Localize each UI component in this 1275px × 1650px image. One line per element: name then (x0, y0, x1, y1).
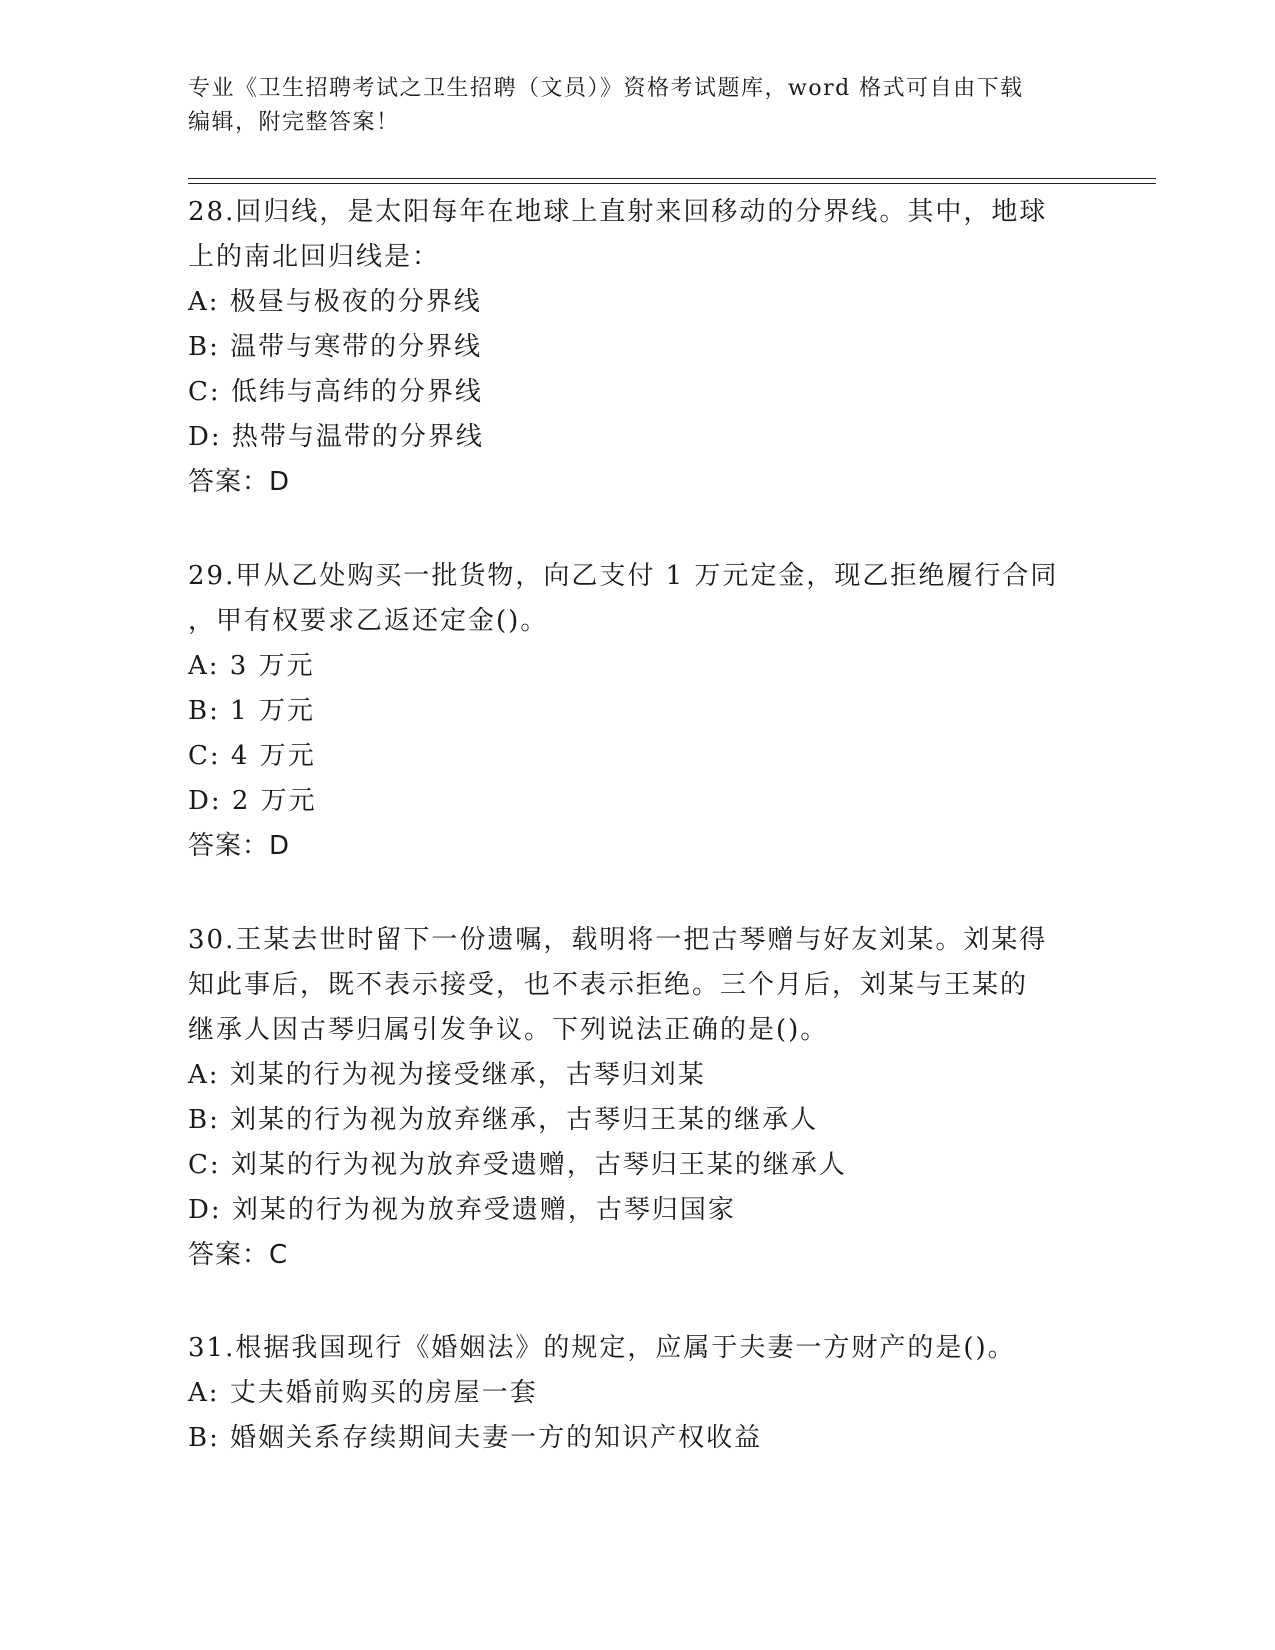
option-a: A: 极昼与极夜的分界线 (188, 287, 482, 317)
question-stem-line: 29.甲从乙处购买一批货物，向乙支付 1 万元定金，现乙拒绝履行合同 (188, 561, 1059, 591)
option-c: C: 4 万元 (188, 741, 316, 771)
question-stem (188, 190, 1088, 280)
question-stem-line: ，甲有权要求乙返还定金()。 (188, 606, 549, 636)
option-a: A: 刘某的行为视为接受继承，古琴归刘某 (188, 1060, 706, 1090)
question-stem-line: 继承人因古琴归属引发争议。下列说法正确的是()。 (188, 1015, 829, 1045)
answer: 答案：D (188, 831, 291, 861)
option-d: D: 2 万元 (188, 786, 317, 816)
document-header (188, 72, 1088, 140)
question-stem-line: 30.王某去世时留下一份遗嘱，载明将一把古琴赠与好友刘某。刘某得 (188, 925, 1048, 955)
option-b: B: 婚姻关系存续期间夫妻一方的知识产权收益 (188, 1423, 763, 1453)
option-c: C: 低纬与高纬的分界线 (188, 377, 483, 407)
question-29 (188, 554, 1088, 869)
question-28 (188, 190, 1088, 505)
question-stem (188, 918, 1088, 1053)
question-stem (188, 1326, 1088, 1371)
answer: 答案：D (188, 467, 291, 497)
answer: 答案：C (188, 1240, 289, 1270)
header-line: 专业《卫生招聘考试之卫生招聘（文员）》资格考试题库，word 格式可自由下载 (188, 76, 1024, 101)
question-stem (188, 554, 1088, 644)
question-stem-line: 上的南北回归线是： (188, 242, 441, 272)
header-line: 编辑，附完整答案！ (188, 110, 400, 135)
option-b: B: 刘某的行为视为放弃继承，古琴归王某的继承人 (188, 1105, 819, 1135)
question-stem-line: 28.回归线，是太阳每年在地球上直射来回移动的分界线。其中，地球 (188, 197, 1048, 227)
option-d: D: 热带与温带的分界线 (188, 422, 484, 452)
option-a: A: 丈夫婚前购买的房屋一套 (188, 1378, 538, 1408)
option-d: D: 刘某的行为视为放弃受遗赠，古琴归国家 (188, 1195, 736, 1225)
question-stem-line: 31.根据我国现行《婚姻法》的规定，应属于夫妻一方财产的是()。 (188, 1333, 1016, 1363)
option-c: C: 刘某的行为视为放弃受遗赠，古琴归王某的继承人 (188, 1150, 847, 1180)
option-b: B: 1 万元 (188, 696, 315, 726)
option-b: B: 温带与寒带的分界线 (188, 332, 483, 362)
header-divider (188, 183, 1156, 184)
question-31 (188, 1326, 1088, 1461)
header-divider (188, 178, 1156, 179)
question-stem-line: 知此事后，既不表示接受，也不表示拒绝。三个月后，刘某与王某的 (188, 970, 1029, 1000)
option-a: A: 3 万元 (188, 651, 315, 681)
question-30 (188, 918, 1088, 1278)
